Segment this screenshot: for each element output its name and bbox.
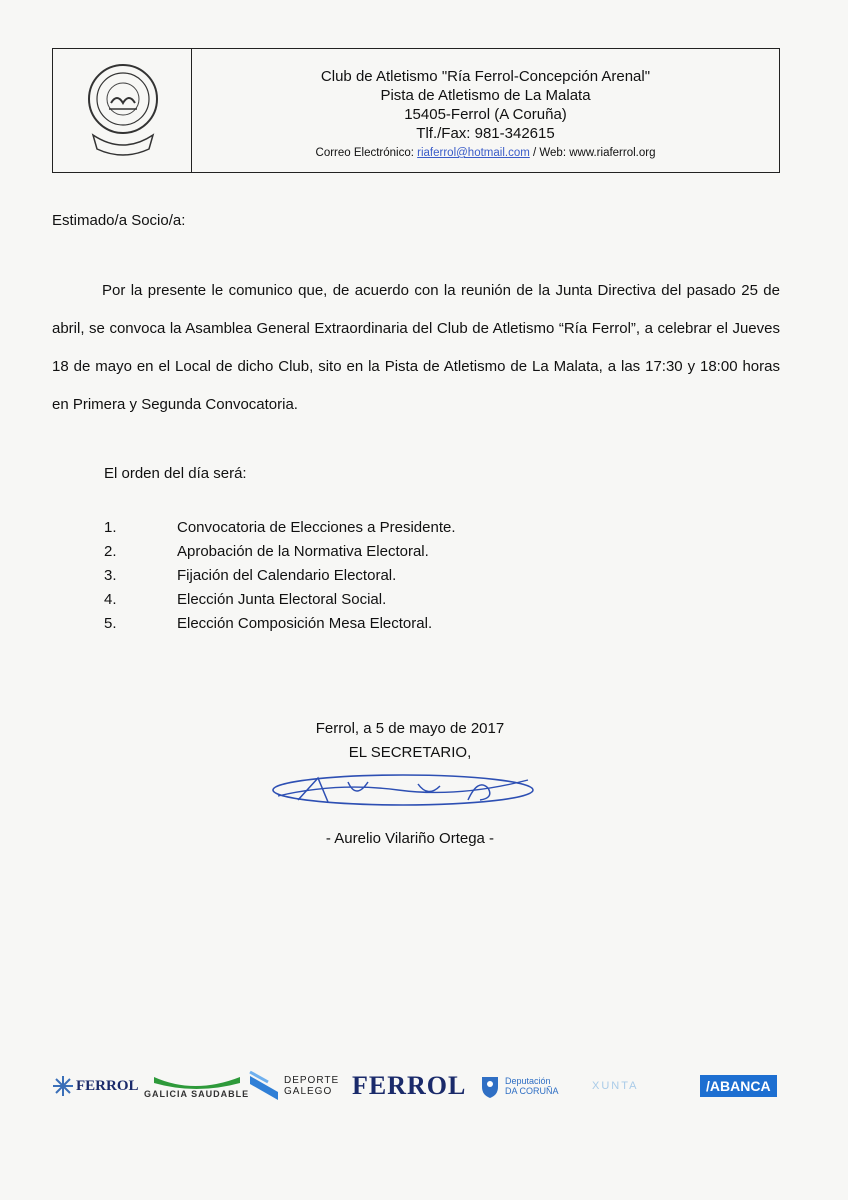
ferrol-star-icon: [52, 1075, 74, 1097]
venue: Pista de Atletismo de La Malata: [380, 87, 591, 104]
agenda-text: Elección Composición Mesa Electoral.: [177, 614, 433, 632]
agenda-item: [104, 563, 704, 587]
agenda-text: Convocatoria de Elecciones a Presidente.: [177, 518, 456, 536]
signer-name: - Aurelio Vilariño Ortega -: [325, 830, 495, 847]
web-text: / Web: www.riaferrol.org: [529, 147, 656, 159]
order-intro: El orden del día será:: [104, 465, 247, 482]
closing-block: [280, 717, 540, 765]
greeting: Estimado/a Socio/a:: [52, 212, 186, 229]
body-paragraph: Por la presente le comunico que, de acuerdo con la reunión de la Junta Directiva del pasado 25 de abril, se convoca la Asamblea General Extraordinaria del Club de Atletismo “Ría Ferrol”, a celebrar el Jueves 18 de mayo en el Local de dicho Club, sito en la Pista de Atletismo de La Malata, a las 17:30 y 18:00 horas en Primera y Segunda Convocatoria.: [52, 282, 780, 413]
club-name: Club de Atletismo "Ría Ferrol-Concepción Arenal": [320, 68, 651, 85]
agenda-number: 4.: [104, 590, 117, 608]
agenda-item: [104, 611, 704, 635]
agenda-item: [104, 539, 704, 563]
place-date: Ferrol, a 5 de mayo de 2017: [315, 720, 505, 737]
deputacion-logo: Deputación DA CORUÑA: [480, 1062, 559, 1110]
agenda-item: [104, 587, 704, 611]
agenda-number: 1.: [104, 518, 117, 536]
email-label: Correo Electrónico:: [315, 147, 418, 159]
agenda-number: 3.: [104, 566, 117, 584]
handwritten-signature: [268, 770, 538, 810]
city: 15405-Ferrol (A Coruña): [404, 106, 567, 123]
agenda-number: 2.: [104, 542, 117, 560]
agenda-text: Fijación del Calendario Electoral.: [177, 566, 397, 584]
abanca-logo: /ABANCA: [700, 1062, 777, 1110]
ferrol-small-logo: FERROL: [52, 1062, 139, 1110]
sponsor-logos: [52, 1062, 792, 1110]
deporte-galego-logo: DEPORTE GALEGO: [248, 1062, 339, 1110]
contact-line: [192, 143, 779, 163]
club-seal-icon: [73, 57, 173, 167]
xunta-logo: XUNTA: [592, 1080, 639, 1092]
signer-role: EL SECRETARIO,: [348, 744, 472, 761]
galicia-saudable-logo: GALICIA SAUDABLE: [144, 1062, 249, 1110]
deporte-galego-icon: [248, 1070, 280, 1102]
agenda-text: Aprobación de la Normativa Electoral.: [177, 542, 429, 560]
ferrol-big-logo: FERROL: [352, 1071, 467, 1100]
agenda-list: [104, 515, 704, 635]
agenda-item: [104, 515, 704, 539]
agenda-number: 5.: [104, 614, 117, 632]
logo-cell: [53, 49, 192, 172]
deputacion-shield-icon: [480, 1073, 500, 1099]
letterhead-text: [192, 49, 779, 172]
email-link[interactable]: riaferrol@hotmail.com: [417, 147, 530, 159]
phone: Tlf./Fax: 981-342615: [416, 125, 555, 142]
green-swoosh-icon: [152, 1073, 242, 1089]
letterhead: [52, 48, 780, 173]
agenda-text: Elección Junta Electoral Social.: [177, 590, 387, 608]
